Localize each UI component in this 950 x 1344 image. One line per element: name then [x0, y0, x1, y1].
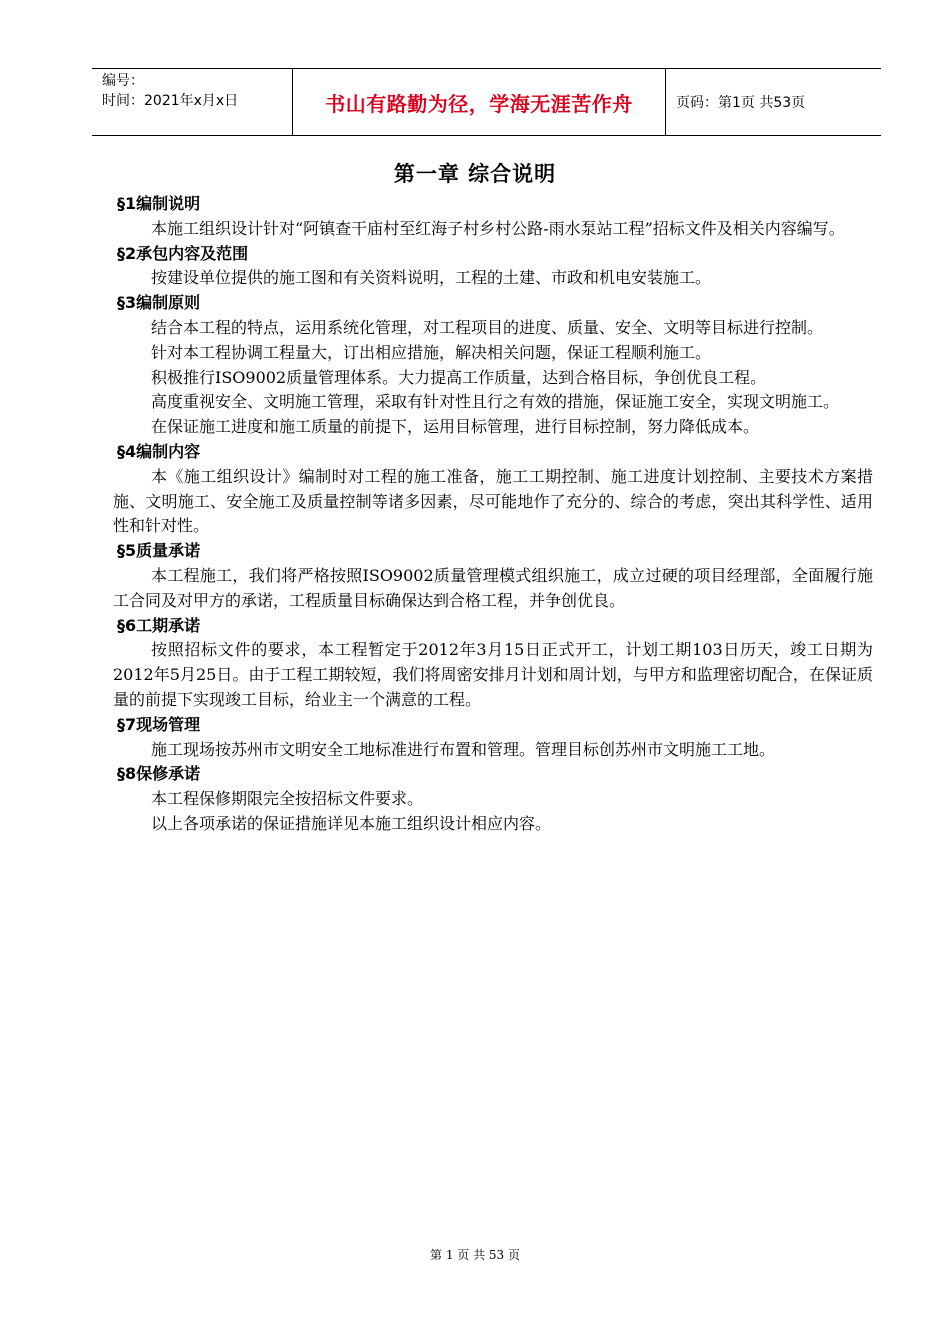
paragraph: 在保证施工进度和施工质量的前提下，运用目标管理，进行目标控制，努力降低成本。	[151, 417, 760, 437]
section-heading-8: §8保修承诺	[117, 764, 201, 784]
paragraph: 高度重视安全、文明施工管理，采取有针对性且行之有效的措施，保证施工安全，实现文明施工。	[151, 392, 840, 412]
paragraph: 本工程施工，我们将严格按照ISO9002质量管理模式组织施工，成立过硬的项目经理部，全面履行施工合同及对甲方的承诺，工程质量目标确保达到合格工程，并争创优良。	[113, 565, 873, 610]
chapter-title: 第一章 综合说明	[393, 162, 557, 186]
section-heading-5: §5质量承诺	[117, 541, 201, 561]
section-heading-4: §4编制内容	[117, 441, 201, 461]
page-code: 页码：第1页 共53页	[676, 95, 806, 111]
header-page-cell	[666, 69, 881, 135]
paragraph: 本施工组织设计针对“阿镇查干庙村至红海子村乡村公路-雨水泵站工程”招标文件及相关内容编写。	[151, 218, 845, 238]
paragraph: 积极推行ISO9002质量管理体系。大力提高工作质量，达到合格目标，争创优良工程。	[151, 367, 767, 387]
paragraph: 施工现场按苏州市文明安全工地标准进行布置和管理。管理目标创苏州市文明施工工地。	[151, 739, 776, 759]
section-heading-1: §1编制说明	[117, 194, 201, 213]
paragraph: 结合本工程的特点，运用系统化管理，对工程项目的进度、质量、安全、文明等目标进行控制。	[151, 317, 824, 337]
section-heading-6: §6工期承诺	[117, 615, 201, 635]
header-motto-cell	[293, 69, 666, 135]
number-label: 编号：	[102, 73, 144, 89]
paragraph: 按照招标文件的要求，本工程暂定于2012年3月15日正式开工，计划工期103日历天，竣工日期为2012年5月25日。由于工程工期较短，我们将周密安排月计划和周计划，与甲方和监理密切配合，在保证质量的前提下实现竣工目标，给业主一个满意的工程。	[113, 640, 873, 709]
section-heading-3: §3编制原则	[117, 293, 201, 313]
header-table	[92, 68, 881, 136]
motto: 书山有路勤为径，学海无涯苦作舟	[325, 91, 633, 116]
page-footer: 第 1 页 共 53 页	[430, 1248, 520, 1262]
paragraph: 按建设单位提供的施工图和有关资料说明，工程的土建、市政和机电安装施工。	[151, 268, 712, 288]
document-body	[113, 192, 873, 837]
section-heading-7: §7现场管理	[117, 714, 201, 734]
time-label: 时间：2021年x月x日	[102, 93, 239, 109]
paragraph: 本工程保修期限完全按招标文件要求。	[151, 789, 424, 809]
paragraph: 本《施工组织设计》编制时对工程的施工准备，施工工期控制、施工进度计划控制、主要技术方案措施、文明施工、安全施工及质量控制等诸多因素，尽可能地作了充分的、综合的考虑，突出其科学性、适用性和针对性。	[113, 466, 873, 536]
paragraph: 针对本工程协调工程量大，订出相应措施，解决相关问题，保证工程顺利施工。	[151, 342, 712, 362]
header-meta-cell	[92, 69, 293, 135]
section-heading-2: §2承包内容及范围	[117, 243, 249, 263]
paragraph: 以上各项承诺的保证措施详见本施工组织设计相应内容。	[151, 813, 552, 833]
